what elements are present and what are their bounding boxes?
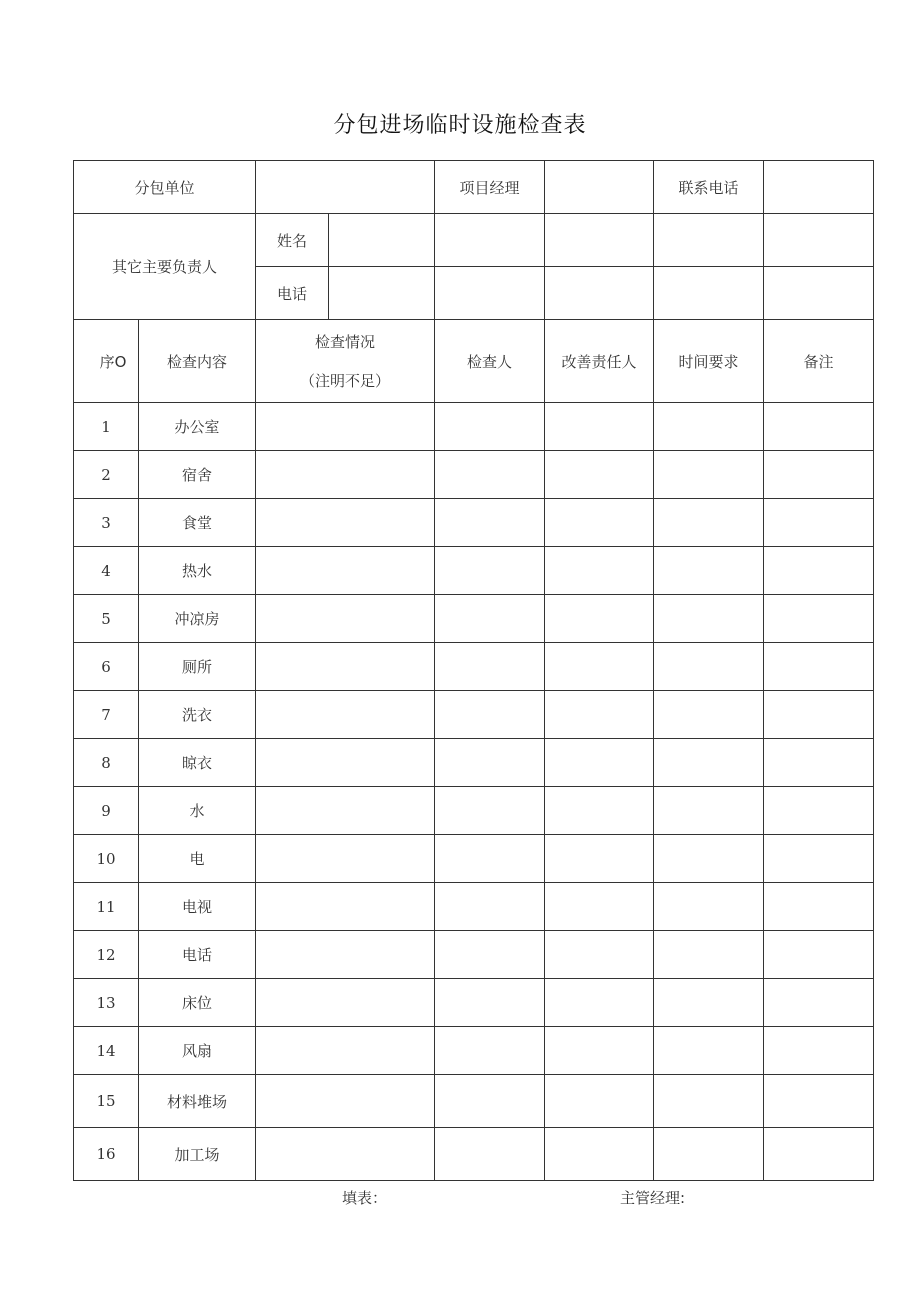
row-improver-cell[interactable] xyxy=(545,643,654,691)
row-remarks-cell[interactable] xyxy=(764,643,874,691)
column-header-row xyxy=(74,320,874,403)
table-row xyxy=(74,1075,874,1128)
field-project-manager[interactable] xyxy=(545,161,654,214)
row-inspector-cell[interactable] xyxy=(435,739,545,787)
table-row xyxy=(74,931,874,979)
field-subcontractor-unit[interactable] xyxy=(256,161,435,214)
field-name-5[interactable] xyxy=(764,214,874,267)
col-improver: 改善责任人 xyxy=(545,320,654,403)
row-improver-cell[interactable] xyxy=(545,979,654,1027)
row-status-cell[interactable] xyxy=(256,883,435,931)
row-status-cell[interactable] xyxy=(256,979,435,1027)
col-content: 检查内容 xyxy=(139,320,256,403)
row-deadline-cell[interactable] xyxy=(654,451,764,499)
row-status-cell[interactable] xyxy=(256,1128,435,1181)
row-inspector-cell[interactable] xyxy=(435,883,545,931)
row-item: 床位 xyxy=(139,979,256,1027)
field-name-4[interactable] xyxy=(654,214,764,267)
row-item: 晾衣 xyxy=(139,739,256,787)
row-number: 1 xyxy=(74,403,139,451)
row-remarks-cell[interactable] xyxy=(764,739,874,787)
row-remarks-cell[interactable] xyxy=(764,451,874,499)
row-number: 14 xyxy=(74,1027,139,1075)
row-deadline-cell[interactable] xyxy=(654,883,764,931)
col-inspector: 检查人 xyxy=(435,320,545,403)
row-improver-cell[interactable] xyxy=(545,403,654,451)
row-item: 冲凉房 xyxy=(139,595,256,643)
table-row xyxy=(74,787,874,835)
header-row-name xyxy=(74,214,874,267)
row-item: 风扇 xyxy=(139,1027,256,1075)
row-item: 加工场 xyxy=(139,1128,256,1181)
row-inspector-cell[interactable] xyxy=(435,547,545,595)
row-inspector-cell[interactable] xyxy=(435,451,545,499)
row-item: 办公室 xyxy=(139,403,256,451)
field-contact-phone[interactable] xyxy=(764,161,874,214)
row-item: 热水 xyxy=(139,547,256,595)
col-seq: 序O xyxy=(74,320,139,403)
row-number: 10 xyxy=(74,835,139,883)
row-improver-cell[interactable] xyxy=(545,451,654,499)
row-improver-cell[interactable] xyxy=(545,595,654,643)
row-status-cell[interactable] xyxy=(256,835,435,883)
table-row xyxy=(74,1128,874,1181)
row-status-cell[interactable] xyxy=(256,547,435,595)
row-number: 5 xyxy=(74,595,139,643)
field-phone-3[interactable] xyxy=(545,267,654,320)
header-row-unit xyxy=(74,161,874,214)
row-remarks-cell[interactable] xyxy=(764,979,874,1027)
row-deadline-cell[interactable] xyxy=(654,403,764,451)
label-contact-phone: 联系电话 xyxy=(654,161,764,214)
row-number: 9 xyxy=(74,787,139,835)
row-remarks-cell[interactable] xyxy=(764,1128,874,1181)
row-remarks-cell[interactable] xyxy=(764,883,874,931)
row-deadline-cell[interactable] xyxy=(654,1027,764,1075)
row-improver-cell[interactable] xyxy=(545,787,654,835)
row-remarks-cell[interactable] xyxy=(764,1027,874,1075)
row-improver-cell[interactable] xyxy=(545,1075,654,1128)
col-status-line2: （注明不足） xyxy=(300,372,391,390)
footer-filled-by: 填表： xyxy=(342,1189,388,1207)
row-inspector-cell[interactable] xyxy=(435,499,545,547)
row-item: 洗衣 xyxy=(139,691,256,739)
row-status-cell[interactable] xyxy=(256,499,435,547)
field-name-2[interactable] xyxy=(435,214,545,267)
field-name-3[interactable] xyxy=(545,214,654,267)
row-number: 15 xyxy=(74,1075,139,1128)
form-title: 分包进场临时设施检查表 xyxy=(333,113,587,138)
row-deadline-cell[interactable] xyxy=(654,595,764,643)
field-name[interactable] xyxy=(329,214,435,267)
footer-manager: 主管经理: xyxy=(620,1189,686,1207)
inspection-table xyxy=(73,160,874,1181)
row-improver-cell[interactable] xyxy=(545,739,654,787)
row-deadline-cell[interactable] xyxy=(654,499,764,547)
row-number: 3 xyxy=(74,499,139,547)
row-status-cell[interactable] xyxy=(256,931,435,979)
table-row xyxy=(74,835,874,883)
row-status-cell[interactable] xyxy=(256,595,435,643)
row-number: 6 xyxy=(74,643,139,691)
row-number: 12 xyxy=(74,931,139,979)
row-improver-cell[interactable] xyxy=(545,499,654,547)
label-phone: 电话 xyxy=(256,267,329,320)
row-improver-cell[interactable] xyxy=(545,1027,654,1075)
row-remarks-cell[interactable] xyxy=(764,835,874,883)
row-improver-cell[interactable] xyxy=(545,691,654,739)
row-status-cell[interactable] xyxy=(256,403,435,451)
row-remarks-cell[interactable] xyxy=(764,787,874,835)
row-inspector-cell[interactable] xyxy=(435,1027,545,1075)
table-row xyxy=(74,643,874,691)
row-status-cell[interactable] xyxy=(256,643,435,691)
row-number: 11 xyxy=(74,883,139,931)
row-deadline-cell[interactable] xyxy=(654,739,764,787)
table-row xyxy=(74,1027,874,1075)
col-status xyxy=(256,320,435,403)
row-remarks-cell[interactable] xyxy=(764,499,874,547)
row-remarks-cell[interactable] xyxy=(764,691,874,739)
row-inspector-cell[interactable] xyxy=(435,1128,545,1181)
row-remarks-cell[interactable] xyxy=(764,403,874,451)
row-number: 8 xyxy=(74,739,139,787)
row-remarks-cell[interactable] xyxy=(764,547,874,595)
row-status-cell[interactable] xyxy=(256,1027,435,1075)
row-deadline-cell[interactable] xyxy=(654,691,764,739)
table-row xyxy=(74,883,874,931)
row-inspector-cell[interactable] xyxy=(435,931,545,979)
row-improver-cell[interactable] xyxy=(545,931,654,979)
row-deadline-cell[interactable] xyxy=(654,1075,764,1128)
row-item: 电 xyxy=(139,835,256,883)
field-phone-4[interactable] xyxy=(654,267,764,320)
row-remarks-cell[interactable] xyxy=(764,595,874,643)
row-inspector-cell[interactable] xyxy=(435,979,545,1027)
row-status-cell[interactable] xyxy=(256,451,435,499)
row-deadline-cell[interactable] xyxy=(654,547,764,595)
row-improver-cell[interactable] xyxy=(545,1128,654,1181)
table-row xyxy=(74,547,874,595)
row-inspector-cell[interactable] xyxy=(435,643,545,691)
label-name: 姓名 xyxy=(256,214,329,267)
table-row xyxy=(74,499,874,547)
row-inspector-cell[interactable] xyxy=(435,787,545,835)
row-remarks-cell[interactable] xyxy=(764,931,874,979)
row-item: 电视 xyxy=(139,883,256,931)
label-subcontractor-unit: 分包单位 xyxy=(74,161,256,214)
row-status-cell[interactable] xyxy=(256,691,435,739)
col-status-line1: 检查情况 xyxy=(315,333,376,351)
row-item: 食堂 xyxy=(139,499,256,547)
row-inspector-cell[interactable] xyxy=(435,691,545,739)
row-number: 13 xyxy=(74,979,139,1027)
row-number: 2 xyxy=(74,451,139,499)
row-status-cell[interactable] xyxy=(256,1075,435,1128)
row-deadline-cell[interactable] xyxy=(654,643,764,691)
row-status-cell[interactable] xyxy=(256,787,435,835)
row-item: 水 xyxy=(139,787,256,835)
row-deadline-cell[interactable] xyxy=(654,835,764,883)
table-row xyxy=(74,691,874,739)
row-number: 4 xyxy=(74,547,139,595)
row-inspector-cell[interactable] xyxy=(435,595,545,643)
table-row xyxy=(74,403,874,451)
label-project-manager: 项目经理 xyxy=(435,161,545,214)
row-number: 16 xyxy=(74,1128,139,1181)
row-improver-cell[interactable] xyxy=(545,883,654,931)
row-number: 7 xyxy=(74,691,139,739)
row-item: 电话 xyxy=(139,931,256,979)
row-status-cell[interactable] xyxy=(256,739,435,787)
row-inspector-cell[interactable] xyxy=(435,403,545,451)
row-deadline-cell[interactable] xyxy=(654,1128,764,1181)
row-item: 厕所 xyxy=(139,643,256,691)
col-deadline: 时间要求 xyxy=(654,320,764,403)
field-phone-5[interactable] xyxy=(764,267,874,320)
label-other-responsible: 其它主要负责人 xyxy=(74,214,256,320)
col-remarks: 备注 xyxy=(764,320,874,403)
row-improver-cell[interactable] xyxy=(545,547,654,595)
field-phone[interactable] xyxy=(329,267,435,320)
row-remarks-cell[interactable] xyxy=(764,1075,874,1128)
table-row xyxy=(74,451,874,499)
row-inspector-cell[interactable] xyxy=(435,835,545,883)
table-row xyxy=(74,739,874,787)
row-improver-cell[interactable] xyxy=(545,835,654,883)
table-row xyxy=(74,979,874,1027)
field-phone-2[interactable] xyxy=(435,267,545,320)
row-item: 宿舍 xyxy=(139,451,256,499)
row-item: 材料堆场 xyxy=(139,1075,256,1128)
row-deadline-cell[interactable] xyxy=(654,931,764,979)
row-inspector-cell[interactable] xyxy=(435,1075,545,1128)
table-row xyxy=(74,595,874,643)
row-deadline-cell[interactable] xyxy=(654,979,764,1027)
row-deadline-cell[interactable] xyxy=(654,787,764,835)
